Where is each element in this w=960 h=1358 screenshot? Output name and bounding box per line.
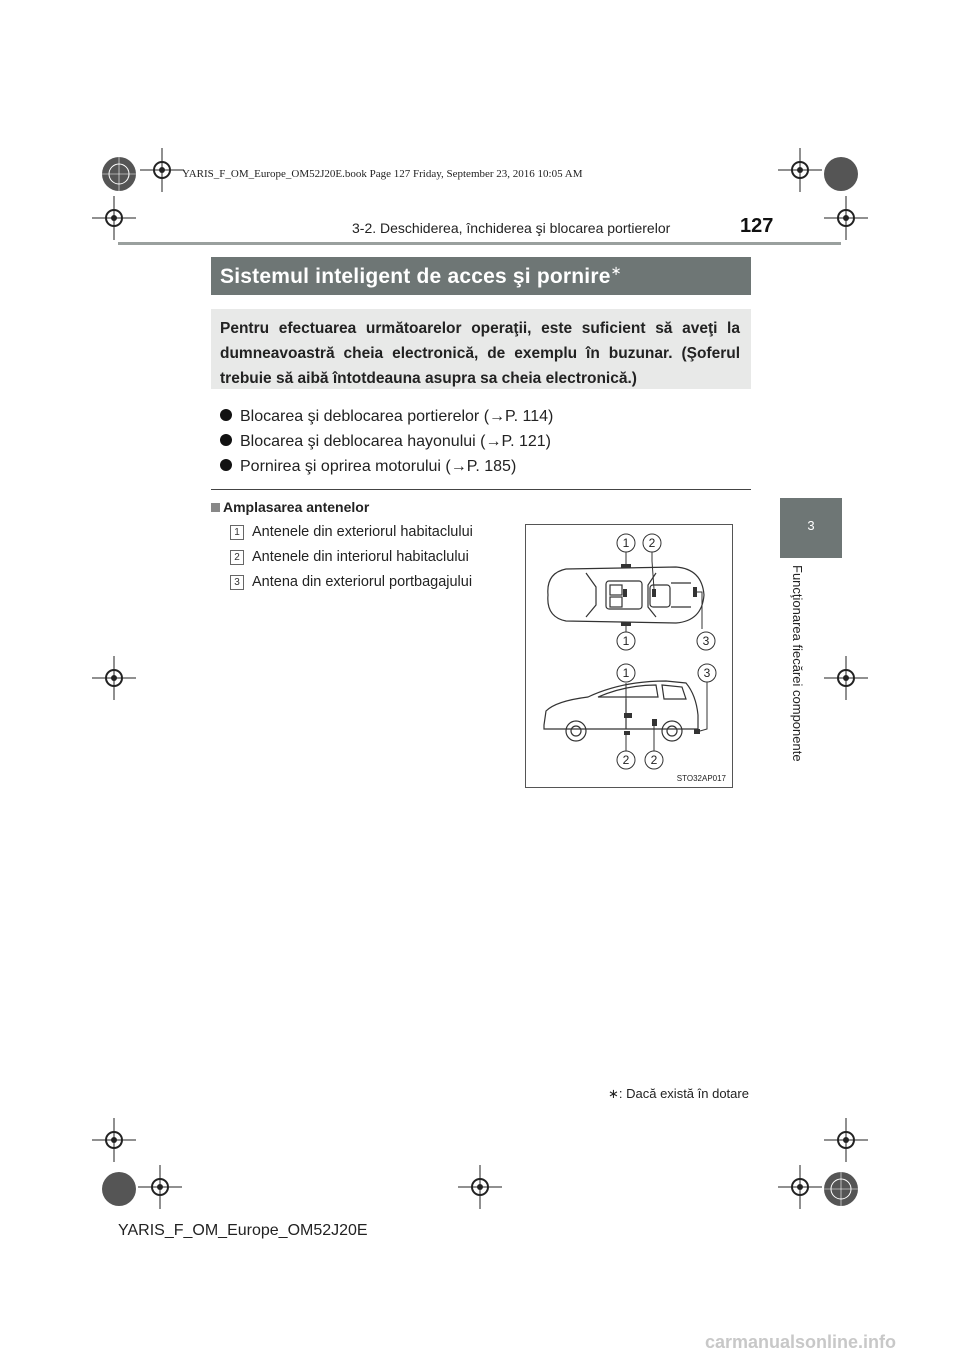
registration-mark-icon [100,155,138,193]
callout-label: 3 [702,634,710,648]
callout-label: 2 [622,753,630,767]
car-antenna-illustration [526,525,732,787]
callouts [617,534,716,769]
crosshair-icon [778,1165,822,1209]
chapter-label: Funcţionarea fiecărei componente [790,565,805,762]
subsection-title-text: Amplasarea antenelor [223,499,370,515]
square-bullet-icon [211,503,220,512]
crosshair-icon [92,1118,136,1162]
feature-list [220,404,553,479]
car-side-view [544,681,698,741]
callout-label: 3 [703,666,711,680]
list-item [230,520,473,545]
item-label: Antenele din exteriorul habitaclului [252,524,473,540]
leader-lines [626,552,702,633]
page-heading-text: Sistemul inteligent de acces şi pornire [220,265,611,288]
registration-mark-icon [100,1170,138,1208]
list-item-text: Blocarea şi deblocarea portierelor (→P. 114) [240,408,554,425]
crosshair-icon [824,1118,868,1162]
intro-text: Pentru efectuarea următoarelor operaţii, este suficient să aveţi la dumneavoastră cheia electronică, de exemplu în buzunar. (Şoferul trebuie să aibă întotdeauna asupra sa cheia electronică.) [220,320,740,387]
callout-label: 2 [650,753,658,767]
intro-box [211,309,751,389]
footnote: ∗: Dacă există în dotare [608,1086,749,1101]
list-item [230,545,473,570]
list-item [220,404,553,429]
crosshair-icon [458,1165,502,1209]
list-item [220,429,553,454]
crosshair-icon [140,148,184,192]
registration-mark-icon [822,1170,860,1208]
antenna-marks-top [621,564,697,626]
callout-label: 2 [648,536,656,550]
page-heading [220,263,622,289]
crosshair-icon [92,196,136,240]
list-item [230,570,473,595]
book-file-note: YARIS_F_OM_Europe_OM52J20E.book Page 127 Friday, September 23, 2016 10:05 AM [182,168,583,180]
title-banner [211,257,751,295]
callout-label: 1 [622,634,630,648]
item-label: Antenele din interiorul habitaclului [252,549,469,565]
registration-mark-icon [822,155,860,193]
bullet-icon [220,409,232,421]
list-item [220,454,553,479]
chapter-number: 3 [807,518,815,533]
page-number: 127 [740,215,774,237]
item-number: 1 [230,525,244,540]
crosshair-icon [92,656,136,700]
chapter-tab [780,498,842,558]
leader-lines [626,682,707,751]
antenna-list [230,520,473,595]
item-number: 3 [230,575,244,590]
item-label: Antena din exteriorul portbagajului [252,574,473,590]
callout-label: 1 [622,536,630,550]
crosshair-icon [778,148,822,192]
list-item-text: Blocarea şi deblocarea hayonului (→P. 121) [240,433,552,450]
diagram-code: STO32AP017 [676,774,726,783]
optional-marker: ∗ [610,263,622,278]
watermark: carmanualsonline.info [705,1332,897,1352]
header-divider [118,242,841,245]
section-title: 3-2. Deschiderea, închiderea şi blocarea portierelor [352,220,671,236]
crosshair-icon [824,656,868,700]
callout-label: 1 [622,666,630,680]
footer-code: YARIS_F_OM_Europe_OM52J20E [118,1222,368,1239]
bullet-icon [220,459,232,471]
subsection-title [211,499,369,515]
list-item-text: Pornirea şi oprirea motorului (→P. 185) [240,458,517,475]
bullet-icon [220,434,232,446]
antenna-diagram [525,524,733,788]
crosshair-icon [138,1165,182,1209]
crosshair-icon [824,196,868,240]
section-divider [211,489,751,490]
item-number: 2 [230,550,244,565]
